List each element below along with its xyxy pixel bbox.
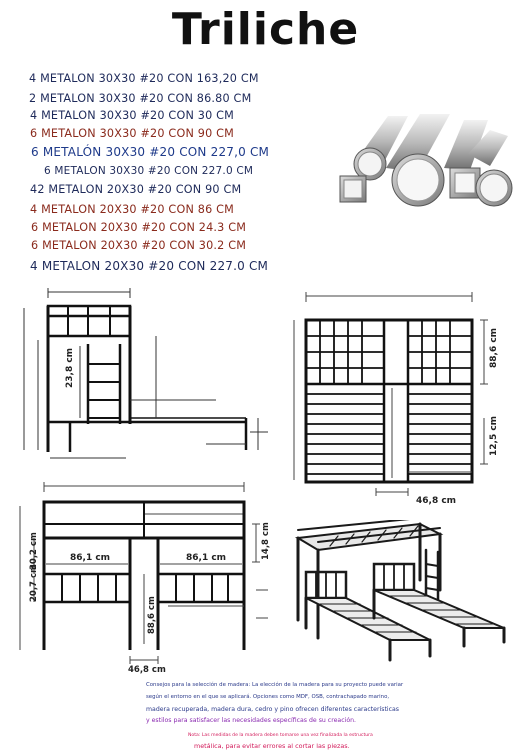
material-item: 4 METALON 20X30 #20 CON 86 CM: [30, 203, 235, 216]
front-bottom-width-dim: 46,8 cm: [416, 496, 457, 506]
material-item: 6 METALON 20X30 #20 CON 24.3 CM: [31, 221, 247, 234]
note-line: metálica, para evitar errores al cortar las piezas.: [194, 742, 350, 750]
side-view-drawing: [6, 284, 276, 470]
front-view-drawing: [284, 288, 514, 508]
elevation-center-height-dim: 88,6 cm: [147, 596, 157, 634]
material-item: 6 METALON 20X30 #20 CON 30.2 CM: [31, 239, 247, 252]
elevation-upper-height-dim: 30,2 cm: [29, 532, 39, 570]
material-item: 6 METALÓN 30X30 #20 CON 227,0 CM: [31, 145, 270, 159]
front-right-gap-dim: 12,5 cm: [489, 415, 499, 456]
metal-tubes-illustration: [338, 106, 514, 214]
material-item: 4 METALON 30X30 #20 CON 30 CM: [30, 109, 235, 122]
material-item: 42 METALON 20X30 #20 CON 90 CM: [30, 183, 242, 196]
bunk-bed-3d-render: [290, 520, 510, 666]
elevation-side-right-dim: 14,8 cm: [261, 522, 271, 560]
front-right-height-dim: 88,6 cm: [489, 327, 499, 368]
note-line: según el entorno en el que se aplicará. Opciones como MDF, OSB, contrachapado marino,: [146, 694, 390, 700]
elevation-bottom-width-dim: 46,8 cm: [128, 665, 166, 674]
note-line: Consejos para la selección de madera: La elección de la madera para su proyecto puede variar: [146, 682, 404, 688]
note-line: madera recuperada, madera dura, cedro y pino ofrecen diferentes características: [146, 706, 400, 713]
material-item: 4 METALON 30X30 #20 CON 163,20 CM: [29, 72, 259, 85]
elevation-right-width-dim: 86,1 cm: [186, 553, 227, 563]
material-item: 2 METALON 30X30 #20 CON 86.80 CM: [29, 92, 252, 105]
material-item: 6 METALON 30X30 #20 CON 90 CM: [30, 127, 235, 140]
material-item: 4 METALON 20X30 #20 CON 227.0 CM: [30, 259, 269, 273]
side-ladder-step-dim: 23,8 cm: [65, 347, 75, 388]
note-line: y estilos para satisfacer las necesidades específicas de su creación.: [146, 717, 357, 724]
note-line: Nota: Las medidas de la madera deben tomarse una vez finalizada la estructura: [188, 733, 373, 738]
elevation-lower-height-dim: 20,7 cm: [29, 564, 39, 602]
page-title: Triliche: [171, 4, 360, 55]
material-item: 6 METALON 30X30 #20 CON 227.0 CM: [44, 165, 254, 177]
elevation-left-width-dim: 86,1 cm: [70, 553, 111, 563]
elevation-view-drawing: [6, 478, 282, 674]
